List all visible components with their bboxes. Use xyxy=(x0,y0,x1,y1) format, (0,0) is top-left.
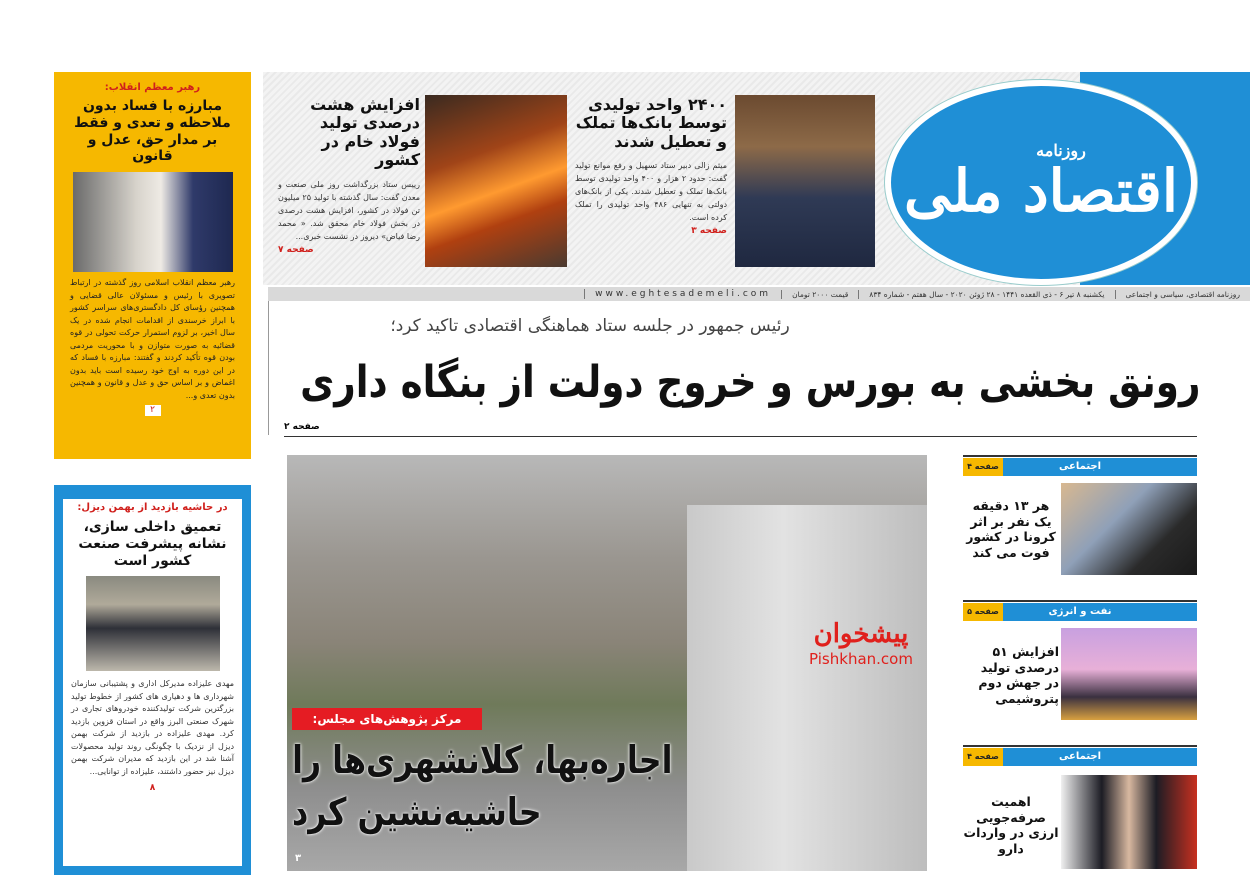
section-headline[interactable]: هر ۱۳ دقیقه یک نفر بر اثر کرونا در کشور فوت می کند xyxy=(966,498,1056,560)
section-bar[interactable] xyxy=(963,458,1197,476)
divider xyxy=(284,436,1197,437)
story-kicker: در حاشیه بازدید از بهمن دیزل: xyxy=(77,502,228,513)
feature-headline[interactable]: مبارزه با فساد بدون ملاحظه و تعدی و فقط بر مدار حق، عدل و قانون xyxy=(74,98,231,165)
section-bar[interactable] xyxy=(963,603,1197,621)
watermark-logo xyxy=(800,618,922,668)
divider xyxy=(963,745,1197,747)
paper-description: روزنامه اقتصادی، سیاسی و اجتماعی xyxy=(1115,290,1250,299)
divider xyxy=(963,455,1197,457)
section-title: نفت و انرژی xyxy=(1048,606,1112,617)
section-photo-refinery xyxy=(1061,628,1197,720)
photo-headline-2[interactable]: حاشیه‌نشین کرد xyxy=(292,790,542,834)
left-feature-box xyxy=(54,72,251,459)
section-page[interactable]: صفحه ۴ xyxy=(963,748,1003,766)
issue-date: یکشنبه ۸ تیر ۶ - ذی القعده ۱۴۴۱ - ۲۸ ژوئن ۲۰۲۰ - سال هفتم - شماره ۸۳۴ xyxy=(858,290,1114,299)
story-headline[interactable]: افزایش هشت درصدی تولید فولاد خام در کشور xyxy=(310,95,420,170)
section-photo-official xyxy=(1061,775,1197,869)
story-headline[interactable]: تعمیق داخلی سازی، نشانه پیشرفت صنعت کشور است xyxy=(78,519,227,569)
section-bar[interactable] xyxy=(963,748,1197,766)
section-headline[interactable]: اهمیت صرفه‌جویی ارزی در واردات دارو xyxy=(963,794,1059,856)
info-bar xyxy=(268,287,1250,301)
left-story-box xyxy=(54,485,251,875)
lead-headline[interactable]: رونق بخشی به بورس و خروج دولت از بنگاه داری xyxy=(299,357,1200,408)
story-photo-official xyxy=(735,95,875,267)
right-column xyxy=(963,448,1197,878)
watermark-text: پیشخوان xyxy=(813,619,909,649)
feature-kicker: رهبر معظم انقلاب: xyxy=(104,82,201,93)
story-body: مهدی علیزاده مدیرکل اداری و پشتیبانی سازمان شهرداری ها و دهیاری های کشور از خطوط تولید بزرگترین شرکت تولیدکننده خودروهای تجاری در شهرک صنعتی البرز واقع در استان قزوین بازدید کرد. مهدی علیزاده در بازدید از شرکت بهمن دیزل از نزدیک با چگونگی روند تولید محصولات آشنا شد در این بازدید که مدیران شرکت بهمن دیزل نیز حضور داشتند، علیزاده از توانایی... xyxy=(71,679,234,776)
story-headline[interactable]: ۲۴۰۰ واحد تولیدی توسط بانک‌ها تملک و تعطیل شدند xyxy=(575,95,727,151)
section-page[interactable]: صفحه ۵ xyxy=(963,603,1003,621)
photo-page[interactable]: ۳ xyxy=(295,853,302,864)
section-photo-minister xyxy=(1061,483,1197,575)
photo-headline-1[interactable]: اجاره‌بها، کلانشهری‌ها را xyxy=(291,738,672,782)
lead-kicker: رئیس جمهور در جلسه ستاد هماهنگی اقتصادی تاکید کرد؛ xyxy=(390,316,790,336)
photo-kicker: مرکز پژوهش‌های مجلس: xyxy=(292,708,482,730)
story-body: رییس ستاد بزرگداشت روز ملی صنعت و معدن گفت: سال گذشته با تولید ۲۵ میلیون تن فولاد در کشور، افزایش هشت درصدی در بخش فولاد خام محقق شد. « محمد رضا فیاض» دیروز در نشست خبری... xyxy=(278,179,420,241)
building xyxy=(687,505,927,871)
story-body: میثم زالی دبیر ستاد تسهیل و رفع موانع تولید گفت: حدود ۲ هزار و ۴۰۰ واحد تولیدی توسط بانک‌ها تملک و تعطیل شدند. یکی از بانک‌های دولتی به تنهایی ۴۸۶ واحد تولیدی را تملک کرده است. xyxy=(575,161,728,223)
feature-body: رهبر معظم انقلاب اسلامی روز گذشته در ارتباط تصویری با رئیس و مسئولان عالی قضایی و همچنین رؤسای کل دادگستری‌های سراسر کشور با ابراز خرسندی از اقدامات انجام شده در یک سال اخیر، بر لزوم استمرار حرکت تحولی در قوه قضائیه به صورت متوازن و با محوریت مردمی بودن قوه تأکید کردند و گفتند: مبارزه با فساد که در این دوره به اوج خود رسیده است باید بدون اغماض و بر اساس حق و عدل و قانون و همچنین بدون تعدی و... xyxy=(70,278,235,400)
story-page[interactable]: صفحه ۷ xyxy=(278,244,314,255)
story-photo-factory xyxy=(86,576,220,671)
feature-page[interactable]: ۲ xyxy=(145,405,161,416)
section-headline[interactable]: افزایش ۵۱ درصدی تولید در جهش دوم پتروشیمی xyxy=(978,644,1059,706)
divider xyxy=(963,600,1197,602)
story-photo-steel xyxy=(425,95,567,267)
price: قیمت ۲۰۰۰ تومان xyxy=(781,290,858,299)
section-title: اجتماعی xyxy=(1058,751,1102,762)
section-page[interactable]: صفحه ۴ xyxy=(963,458,1003,476)
lead-page[interactable]: صفحه ۲ xyxy=(284,422,320,432)
section-title: اجتماعی xyxy=(1058,461,1102,472)
masthead-kicker: روزنامه xyxy=(1036,141,1086,161)
website[interactable]: www.eghtesademeli.com xyxy=(584,289,781,299)
story-page[interactable]: ۸ xyxy=(149,783,156,794)
masthead-name: اقتصاد ملی xyxy=(904,157,1178,226)
feature-photo-leader xyxy=(73,172,233,272)
watermark-url: Pishkhan.com xyxy=(809,650,913,668)
masthead-logo xyxy=(885,80,1197,285)
story-page[interactable]: صفحه ۳ xyxy=(691,226,727,237)
